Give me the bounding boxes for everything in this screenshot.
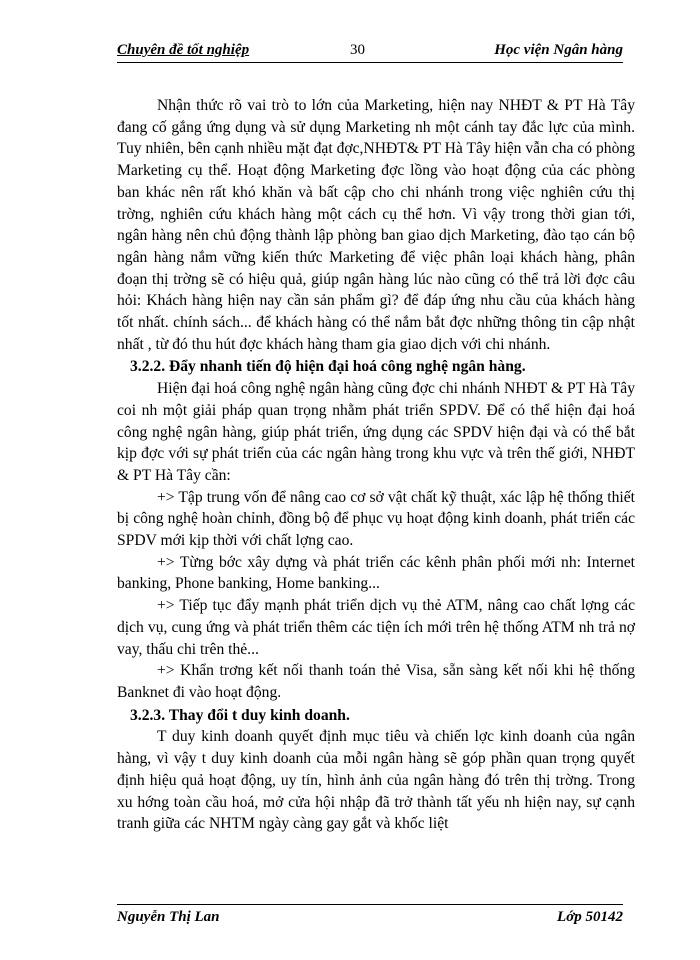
footer-author: Nguyễn Thị Lan <box>117 909 220 925</box>
footer-class: Lớp 50142 <box>557 909 623 925</box>
section-heading: 3.2.3. Thay đổi t duy kinh doanh. <box>130 706 350 724</box>
page-footer <box>117 904 623 925</box>
header-document-type: Chuyên đề tốt nghiệp <box>117 42 250 58</box>
paragraph: Hiện đại hoá công nghệ ngân hàng cũng đợc chi nhánh NHĐT & PT Hà Tây coi nh một giải pháp quan trọng nhằm phát triển SPDV. Để có thể hiện đại hoá công nghệ ngân hàng, giúp phát triển, ứng dụng các SPDV hiện đại và có thể bắt kịp đợc với sự phát triển của các ngân hàng trong khu vực và trên thế giới, NHĐT & PT Hà Tây cần: <box>117 380 635 484</box>
page-number: 30 <box>350 42 365 58</box>
section-heading: 3.2.2. Đẩy nhanh tiến độ hiện đại hoá công nghệ ngân hàng. <box>130 358 526 376</box>
bullet-item: +> Khẩn trơng kết nối thanh toán thẻ Visa, sẵn sàng kết nối khi hệ thống Banknet đi vào hoạt động. <box>117 662 635 701</box>
bullet-item: +> Từng bớc xây dựng và phát triển các kênh phân phối mới nh: Internet banking, Phone banking, Home banking... <box>117 553 635 593</box>
paragraph: T duy kinh doanh quyết định mục tiêu và chiến lợc kinh doanh của ngân hàng, vì vậy t duy kinh doanh của mỗi ngân hàng sẽ góp phần quan trọng quyết định hiệu quả hoạt động, uy tín, hình ảnh của ngân hàng đó trên thị trờng. Trong xu hớng toàn cầu hoá, mở cửa hội nhập đã trở thành tất yếu nh hiện nay, sự cạnh tranh giữa các NHTM ngày càng gay gắt và khốc liệt <box>117 728 635 833</box>
bullet-item: +> Tiếp tục đẩy mạnh phát triển dịch vụ thẻ ATM, nâng cao chất lợng các dịch vụ, cung ứng và phát triển thêm các tiện ích mới trên hệ thống ATM nh trả nợ vay, thấu chi trên thẻ... <box>117 597 635 658</box>
page-body <box>117 95 635 835</box>
bullet-item: +> Tập trung vốn để nâng cao cơ sở vật chất kỹ thuật, xác lập hệ thống thiết bị công nghệ hoàn chỉnh, đồng bộ để phục vụ hoạt động kinh doanh, phát triển các SPDV mới kịp thời với chất lợng cao. <box>117 488 635 550</box>
page-header <box>117 40 623 63</box>
paragraph: Nhận thức rõ vai trò to lớn của Marketing, hiện nay NHĐT & PT Hà Tây đang cố gắng ứng dụng và sử dụng Marketing nh một cánh tay đắc lực của mình. Tuy nhiên, bên cạnh nhiều mặt đạt đợc,NHĐT& PT Hà Tây hiện vẫn cha có phòng Marketing cụ thể. Hoạt động Marketing đợc lồng vào hoạt động của các phòng ban khác nên rất khó khăn và bất cập cho chi nhánh trong việc nghiên cứu thị trờng, nghiên cứu khách hàng một cách cụ thể hơn. Vì vậy trong thời gian tới, ngân hàng nên chủ động thành lập phòng ban giao dịch Marketing, đào tạo cán bộ ngân hàng nắm vững kiến thức Marketing để việc phân loại khách hàng, phân đoạn thị trờng sẽ có hiệu quả, giúp ngân hàng lúc nào cũng có thể trả lời đợc câu hỏi: Khách hàng hiện nay cần sản phẩm gì? để đáp ứng nhu cầu của khách hàng tốt nhất. chính sách... để khách hàng có thể nắm bắt đợc những thông tin cập nhật nhất , từ đó thu hút đợc khách hàng tham gia giao dịch với chi nhánh. <box>117 97 635 353</box>
header-institution: Học viện Ngân hàng <box>494 42 623 58</box>
